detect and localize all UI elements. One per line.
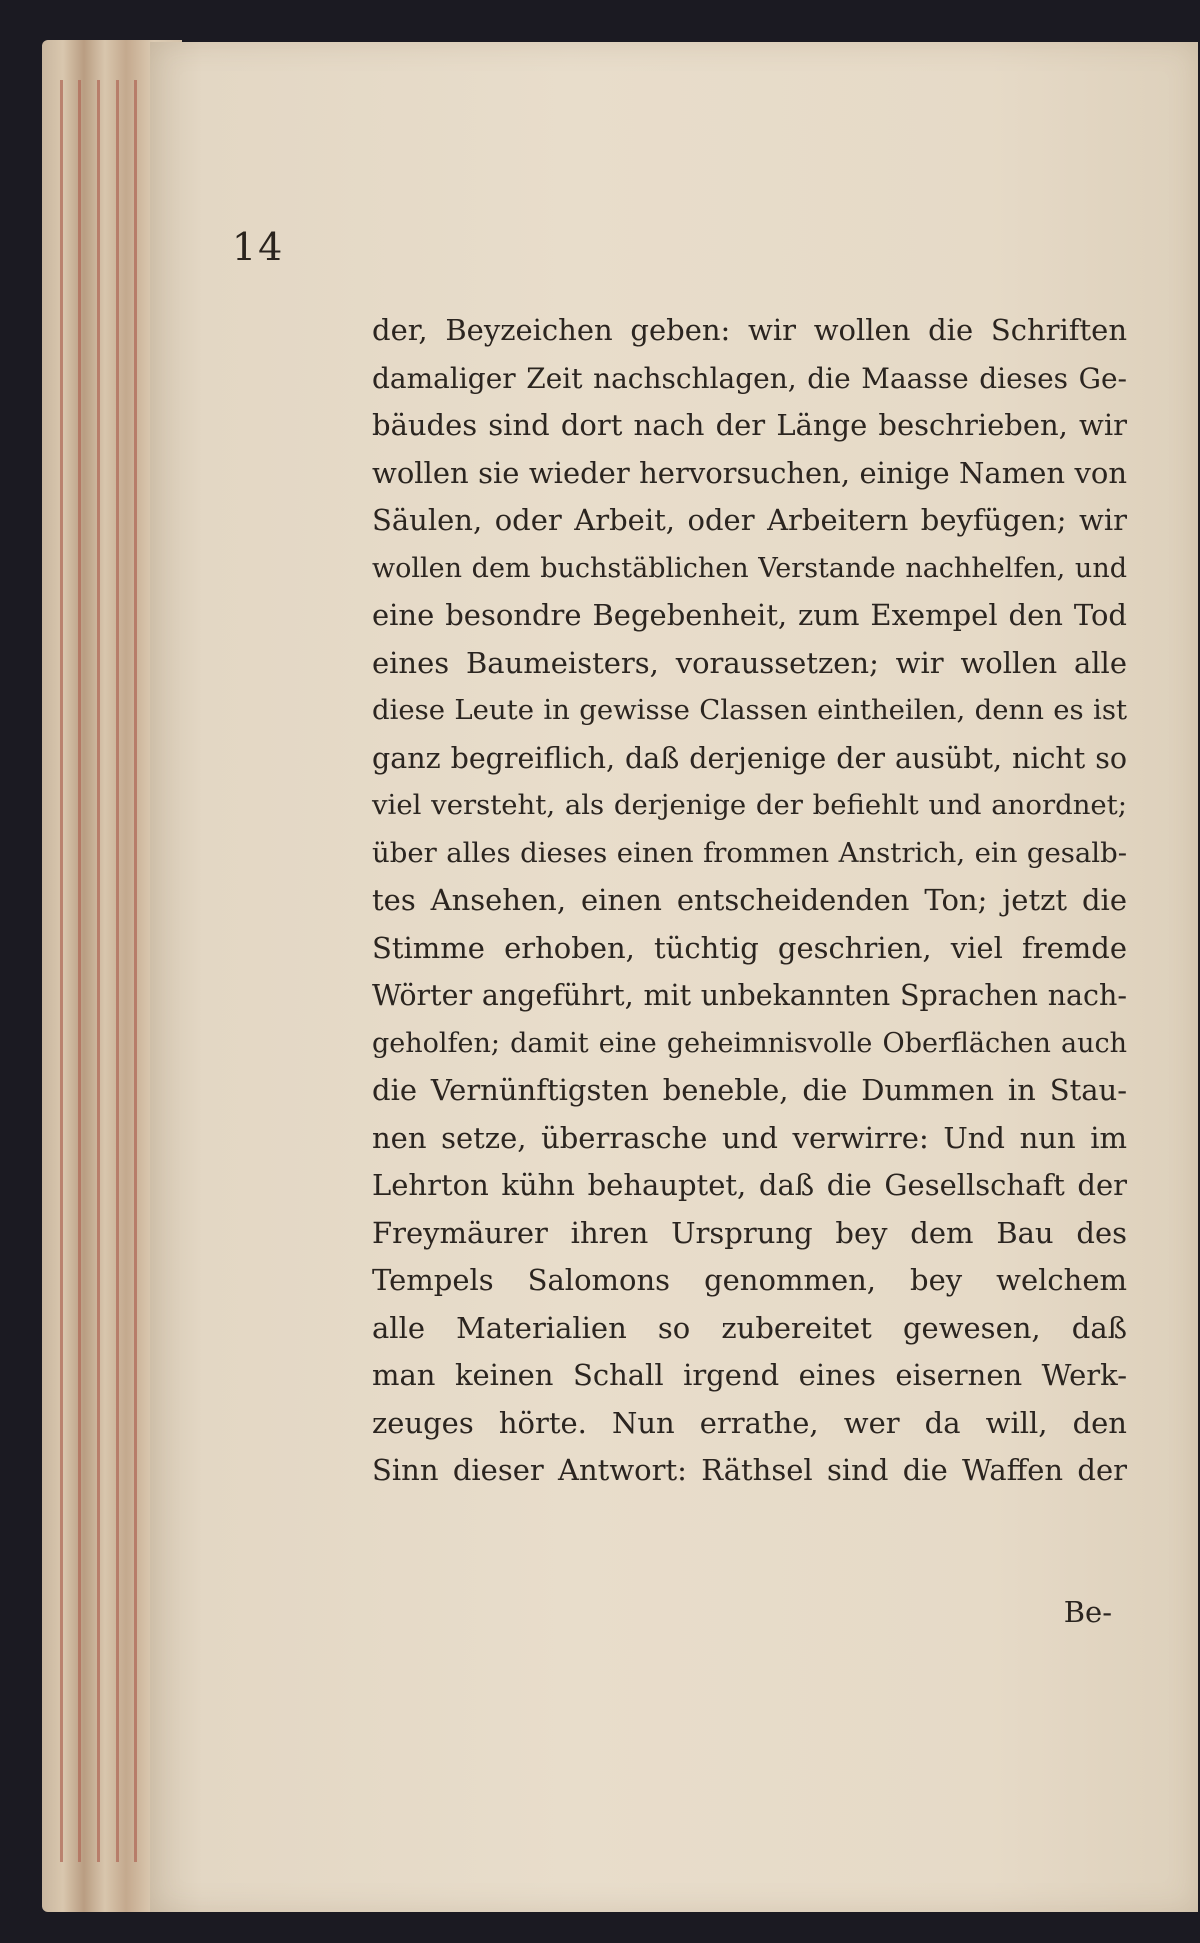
text-line: viel versteht, als derjenige der befiehlt und anordnet;	[372, 789, 1127, 821]
text-line: Sinn dieser Antwort: Räthsel sind die Waffen der	[372, 1453, 1127, 1487]
text-line: Lehrton kühn behauptet, daß die Gesellschaft der	[372, 1168, 1127, 1202]
text-line: tes Ansehen, einen entscheidenden Ton; jetzt die	[372, 883, 1127, 917]
text-line: geholfen; damit eine geheimnisvolle Oberflächen auch	[372, 1027, 1127, 1059]
page-edge-line	[60, 80, 63, 1862]
text-line: wollen dem buchstäblichen Verstande nachhelfen, und	[372, 552, 1127, 584]
body-text	[372, 307, 1127, 1495]
text-line: man keinen Schall irgend eines eisernen Werk-	[372, 1358, 1127, 1392]
text-line: zeuges hörte. Nun errathe, wer da will, den	[372, 1405, 1127, 1440]
text-line: nen setze, überrasche und verwirre: Und nun im	[372, 1120, 1127, 1155]
text-line: Tempels Salomons genommen, bey welchem	[372, 1263, 1127, 1297]
page-edge-line	[116, 80, 119, 1862]
text-line: die Vernünftigsten beneble, die Dummen in Stau-	[372, 1073, 1127, 1107]
text-line: bäudes sind dort nach der Länge beschrieben, wir	[372, 408, 1127, 442]
page-edge-line	[78, 80, 81, 1862]
text-line: eine besondre Begebenheit, zum Exempel den Tod	[372, 598, 1127, 632]
text-line: ganz begreiflich, daß derjenige der ausübt, nicht so	[372, 741, 1127, 775]
page-edge-line	[134, 80, 137, 1862]
text-line: Freymäurer ihren Ursprung bey dem Bau des	[372, 1215, 1127, 1250]
text-line: diese Leute in gewisse Classen eintheilen, denn es ist	[372, 694, 1127, 726]
text-line: Wörter angeführt, mit unbekannten Sprachen nach-	[372, 979, 1127, 1012]
text-line: Stimme erhoben, tüchtig geschrien, viel fremde	[372, 930, 1127, 965]
text-line: der, Beyzeichen geben: wir wollen die Schriften	[372, 313, 1127, 347]
page-number: 14	[232, 225, 285, 269]
text-line: wollen sie wieder hervorsuchen, einige Namen von	[372, 455, 1127, 490]
text-line: Säulen, oder Arbeit, oder Arbeitern beyfügen; wir	[372, 503, 1127, 537]
text-line: eines Baumeisters, voraussetzen; wir wollen alle	[372, 645, 1127, 680]
text-line: damaliger Zeit nachschlagen, die Maasse dieses Ge-	[372, 361, 1127, 395]
text-line: über alles dieses einen frommen Anstrich, ein gesalb-	[372, 836, 1127, 869]
text-line: alle Materialien so zubereitet gewesen, daß	[372, 1310, 1127, 1345]
page-edge-line	[97, 80, 100, 1862]
catchword: Be-	[1063, 1595, 1112, 1629]
